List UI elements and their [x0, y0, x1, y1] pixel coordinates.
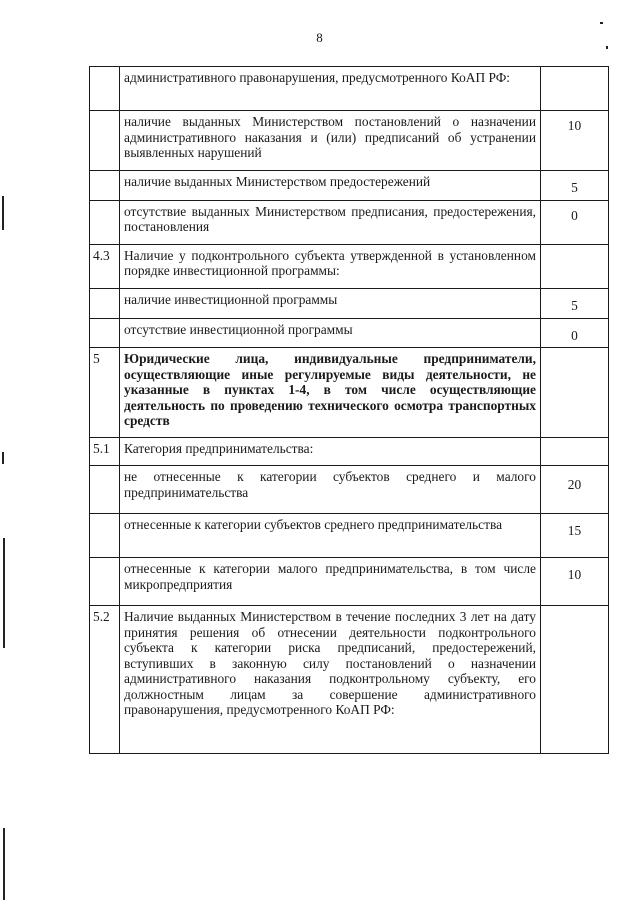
scan-mark-left-1: [2, 196, 4, 230]
table-row: [90, 466, 609, 514]
row-text: наличие выданных Министерством постановлений о назначении административного наказания и (или) предписаний об устранении выявленных нарушений: [120, 111, 541, 171]
table-row: [90, 318, 609, 348]
scan-mark-left-4: [3, 828, 5, 900]
row-text: отнесенные к категории малого предпринимательства, в том числе микропредприятия: [120, 558, 541, 606]
row-score: 5: [541, 171, 609, 201]
row-score: 15: [541, 514, 609, 558]
row-number: [90, 466, 120, 514]
row-number: [90, 558, 120, 606]
row-text: наличие инвестиционной программы: [120, 288, 541, 318]
row-score: [541, 438, 609, 466]
row-score: 20: [541, 466, 609, 514]
row-text: отсутствие инвестиционной программы: [120, 318, 541, 348]
scan-mark-left-3: [3, 538, 5, 648]
table-row: [90, 348, 609, 438]
table-row: [90, 111, 609, 171]
row-text: наличие выданных Министерством предостережений: [120, 171, 541, 201]
row-text: Наличие у подконтрольного субъекта утвержденной в установленном порядке инвестиционной программы:: [120, 244, 541, 288]
table-row: [90, 200, 609, 244]
row-number: 4.3: [90, 244, 120, 288]
row-number: 5: [90, 348, 120, 438]
row-score: 10: [541, 558, 609, 606]
row-score: 0: [541, 318, 609, 348]
row-number: [90, 111, 120, 171]
row-score: 5: [541, 288, 609, 318]
criteria-table: [89, 66, 609, 754]
table-row: [90, 244, 609, 288]
row-score: 10: [541, 111, 609, 171]
row-score: [541, 67, 609, 111]
table-row: [90, 514, 609, 558]
row-score: [541, 348, 609, 438]
row-score: [541, 606, 609, 754]
table-row: [90, 558, 609, 606]
row-text: Наличие выданных Министерством в течение последних 3 лет на дату принятия решения об отнесении деятельности подконтрольного субъекта к категории риска предписаний, предостережений, вступивших в законную силу постановлений о назначении административного наказания подконтрольному субъекту, его должностным лицам за совершение административного правонарушения, предусмотренного КоАП РФ:: [120, 606, 541, 754]
scan-mark-right-1: [600, 22, 603, 24]
row-number: 5.1: [90, 438, 120, 466]
row-number: 5.2: [90, 606, 120, 754]
table-row: [90, 288, 609, 318]
table-row: [90, 67, 609, 111]
row-text: Юридические лица, индивидуальные предприниматели, осуществляющие иные регулируемые виды деятельности, не указанные в пунктах 1-4, в том числе осуществляющие деятельность по проведению технического осмотра транспортных средств: [120, 348, 541, 438]
row-text: административного правонарушения, предусмотренного КоАП РФ:: [120, 67, 541, 111]
row-number: [90, 171, 120, 201]
scan-mark-left-2: [2, 452, 4, 464]
row-number: [90, 67, 120, 111]
table-row: [90, 606, 609, 754]
row-text: отсутствие выданных Министерством предписания, предостережения, постановления: [120, 200, 541, 244]
row-text: отнесенные к категории субъектов среднего предпринимательства: [120, 514, 541, 558]
scan-mark-right-2: [606, 46, 608, 49]
row-number: [90, 288, 120, 318]
page-number: 8: [316, 30, 323, 45]
row-number: [90, 514, 120, 558]
row-number: [90, 200, 120, 244]
row-score: [541, 244, 609, 288]
row-text: не отнесенные к категории субъектов среднего и малого предпринимательства: [120, 466, 541, 514]
row-number: [90, 318, 120, 348]
row-score: 0: [541, 200, 609, 244]
table-row: [90, 171, 609, 201]
table-row: [90, 438, 609, 466]
row-text: Категория предпринимательства:: [120, 438, 541, 466]
